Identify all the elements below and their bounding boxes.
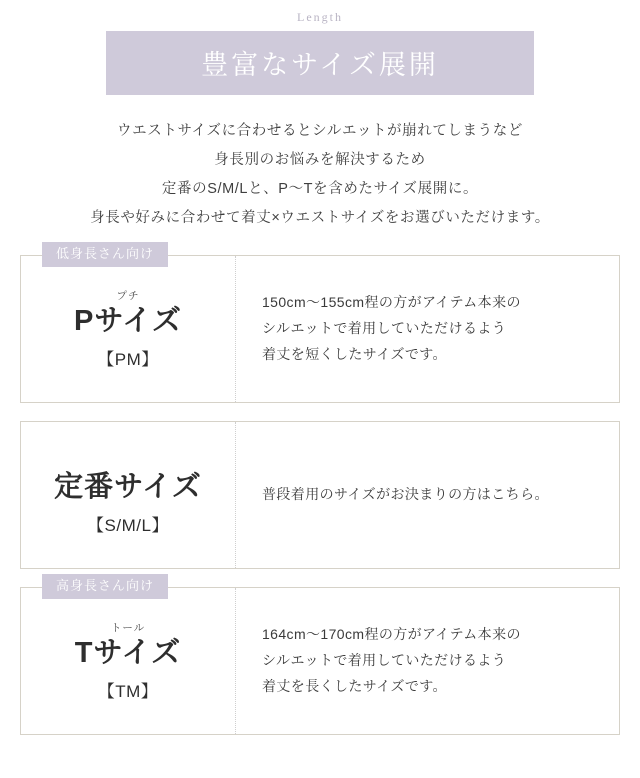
size-block-standard <box>20 421 620 569</box>
size-ruby-tall: トール <box>110 621 146 634</box>
size-name-tall: Tサイズ <box>74 636 182 669</box>
lead-line-3: 定番のS/M/Lと、P〜Tを含めたサイズ展開に。 <box>161 181 479 197</box>
size-desc-tall <box>262 622 521 700</box>
lead-line-4: 身長や好みに合わせて着丈×ウエストサイズをお選びいただけます。 <box>90 210 550 226</box>
size-tag-tall: 高身長さん向け <box>42 574 168 599</box>
size-desc-tall-line-2: シルエットで着用していただけるよう <box>262 652 507 669</box>
size-block-list <box>0 246 640 735</box>
size-tag-petite: 低身長さん向け <box>42 242 168 267</box>
size-guide-page <box>0 10 640 778</box>
size-card-right-tall <box>236 588 619 734</box>
size-card-right-standard <box>236 422 619 568</box>
lead-line-2: 身長別のお悩みを解決するため <box>214 152 426 168</box>
page-title: 豊富なサイズ展開 <box>106 31 534 95</box>
lead-line-1: ウエストサイズに合わせるとシルエットが崩れてしまうなど <box>117 123 523 139</box>
size-card-right-petite <box>236 256 619 402</box>
size-desc-petite-line-2: シルエットで着用していただけるよう <box>262 320 507 337</box>
size-block-tall <box>20 578 620 735</box>
size-name-standard: 定番サイズ <box>54 470 202 503</box>
size-code-petite: 【PM】 <box>97 350 159 370</box>
size-name-petite: Pサイズ <box>73 304 183 337</box>
size-desc-tall-line-3: 着丈を長くしたサイズです。 <box>262 677 447 694</box>
size-desc-petite-line-1: 150cm〜155cm程の方がアイテム本来の <box>262 294 521 311</box>
size-desc-standard <box>262 482 549 508</box>
size-card-petite <box>20 255 620 403</box>
size-desc-tall-line-1: 164cm〜170cm程の方がアイテム本来の <box>262 626 521 643</box>
size-code-standard: 【S/M/L】 <box>87 516 169 536</box>
size-card-tall <box>20 587 620 735</box>
size-ruby-petite: プチ <box>116 289 140 302</box>
size-card-left-standard <box>21 422 236 568</box>
section-eyebrow: Length <box>297 10 343 24</box>
lead-paragraph <box>40 117 600 233</box>
size-desc-standard-line-1: 普段着用のサイズがお決まりの方はこちら。 <box>262 486 549 503</box>
size-block-petite <box>20 246 620 403</box>
size-card-left-petite <box>21 256 236 402</box>
size-card-left-tall <box>21 588 236 734</box>
size-code-tall: 【TM】 <box>97 682 159 702</box>
size-desc-petite <box>262 290 521 368</box>
size-desc-petite-line-3: 着丈を短くしたサイズです。 <box>262 345 447 362</box>
size-card-standard <box>20 421 620 569</box>
